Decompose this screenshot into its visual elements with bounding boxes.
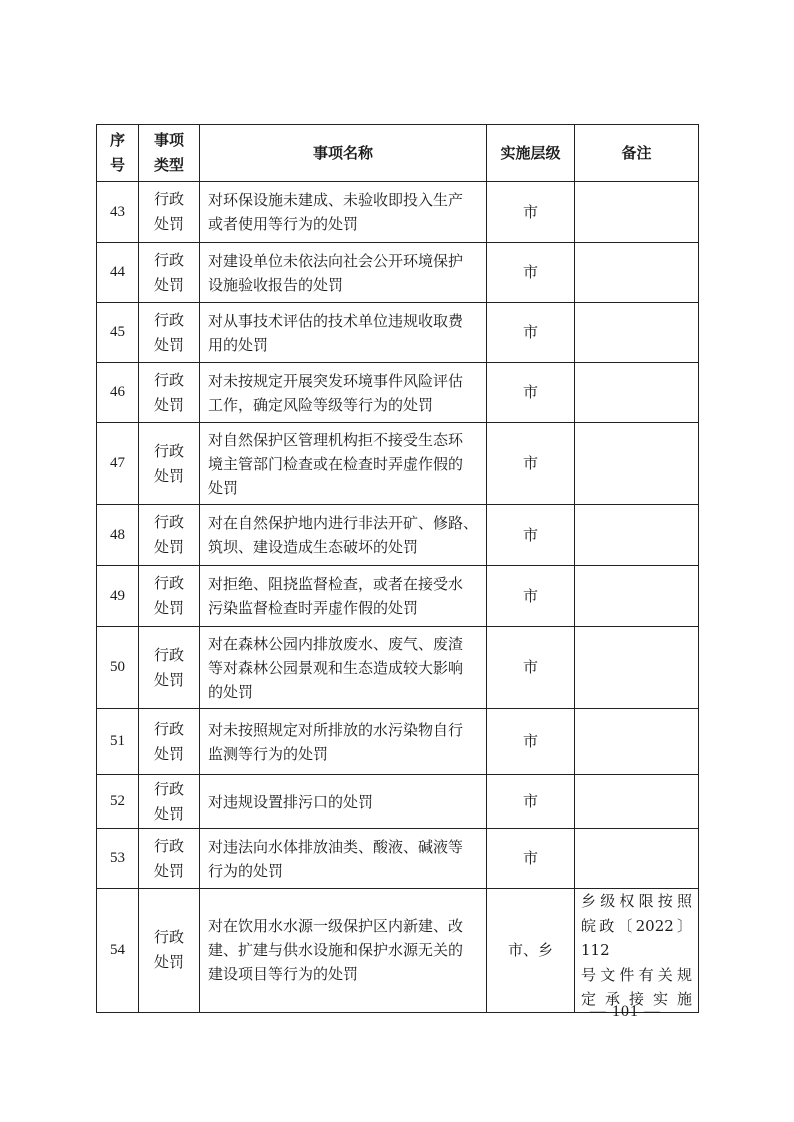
header-name: 事项名称	[200, 125, 487, 182]
row-name-line: 对自然保护区管理机构拒不接受生态环	[208, 430, 464, 449]
row-level: 市	[487, 566, 575, 627]
row-type	[139, 889, 200, 1013]
row-name-line: 等对森林公园景观和生态造成较大影响	[208, 658, 464, 677]
row-type	[139, 363, 200, 423]
row-level: 市	[487, 627, 575, 709]
table-row	[97, 627, 699, 709]
row-index: 46	[97, 363, 139, 423]
row-name-line: 对未按照规定对所排放的水污染物自行	[208, 720, 464, 739]
row-name-line: 对建设单位未依法向社会公开环境保护	[208, 251, 464, 270]
row-level: 市、乡	[487, 889, 575, 1013]
row-type-line: 行政	[153, 441, 184, 460]
row-type-line: 行政	[153, 719, 184, 738]
header-row	[97, 125, 699, 182]
row-type	[139, 182, 200, 243]
row-index: 54	[97, 889, 139, 1013]
row-index: 44	[97, 243, 139, 303]
row-type-line: 行政	[153, 574, 184, 592]
row-name-line: 对违规设置排污口的处罚	[208, 792, 374, 811]
row-note	[575, 829, 699, 889]
table-body	[97, 182, 699, 1013]
table-row	[97, 829, 699, 889]
row-name	[200, 423, 487, 505]
row-note	[575, 363, 699, 423]
matters-table	[96, 124, 699, 1013]
row-level: 市	[487, 423, 575, 505]
table-row	[97, 566, 699, 627]
row-name-line: 筑坝、建设造成生态破坏的处罚	[208, 538, 419, 556]
row-type	[139, 505, 200, 566]
row-level: 市	[487, 775, 575, 829]
table-row	[97, 363, 699, 423]
row-name-line: 处罚	[208, 478, 239, 497]
row-type	[139, 829, 200, 889]
row-type-line: 处罚	[153, 861, 184, 880]
row-level: 市	[487, 505, 575, 566]
page-number: — 101 —	[590, 1003, 661, 1020]
row-type	[139, 709, 200, 775]
row-note	[575, 775, 699, 829]
row-type-line: 处罚	[153, 744, 184, 763]
row-type-line: 处罚	[153, 804, 184, 823]
row-name-line: 的处罚	[208, 682, 254, 701]
row-name	[200, 627, 487, 709]
row-type-line: 行政	[153, 645, 184, 664]
row-index: 43	[97, 182, 139, 243]
row-name-line: 对违法向水体排放油类、酸液、碱液等	[208, 837, 464, 856]
row-name-line: 工作，确定风险等级等行为的处罚	[208, 395, 434, 414]
row-type-line: 处罚	[153, 953, 184, 972]
row-name	[200, 363, 487, 423]
row-name-line: 境主管部门检查或在检查时弄虚作假的	[208, 454, 464, 473]
row-type-line: 行政	[153, 250, 184, 269]
row-name	[200, 505, 487, 566]
row-type-line: 行政	[153, 310, 184, 329]
row-note	[575, 627, 699, 709]
row-type	[139, 627, 200, 709]
row-name	[200, 775, 487, 829]
row-note	[575, 182, 699, 243]
row-note-line: 皖政〔2022〕112	[581, 916, 692, 959]
row-name-line: 监测等行为的处罚	[208, 744, 329, 763]
row-level: 市	[487, 709, 575, 775]
row-name-line: 对在饮用水水源一级保护区内新建、改	[208, 917, 464, 936]
row-name	[200, 709, 487, 775]
row-index: 53	[97, 829, 139, 889]
table-row	[97, 303, 699, 363]
row-note	[575, 505, 699, 566]
row-type-line: 行政	[153, 190, 184, 208]
row-level: 市	[487, 182, 575, 243]
row-type	[139, 423, 200, 505]
row-type-line: 处罚	[153, 466, 184, 485]
row-type-line: 行政	[153, 370, 184, 389]
row-level: 市	[487, 829, 575, 889]
row-type-line: 处罚	[153, 215, 184, 233]
row-index: 49	[97, 566, 139, 627]
table-row	[97, 243, 699, 303]
row-note	[575, 566, 699, 627]
row-note-line: 号文件有关规	[581, 965, 692, 984]
row-name-line: 行为的处罚	[208, 861, 284, 880]
row-type	[139, 243, 200, 303]
row-type-line: 处罚	[153, 335, 184, 354]
row-name-line: 对从事技术评估的技术单位违规收取费	[208, 311, 464, 330]
row-name-line: 对拒绝、阻挠监督检查，或者在接受水	[208, 575, 464, 593]
row-note	[575, 423, 699, 505]
table-row	[97, 709, 699, 775]
header-note: 备注	[575, 125, 699, 182]
row-note	[575, 243, 699, 303]
row-note-line: 乡级权限按照	[581, 892, 692, 910]
row-index: 51	[97, 709, 139, 775]
row-name	[200, 243, 487, 303]
row-index: 47	[97, 423, 139, 505]
row-type-line: 处罚	[153, 395, 184, 414]
row-name-line: 对环保设施未建成、未验收即投入生产	[208, 191, 464, 209]
row-name	[200, 566, 487, 627]
row-note	[575, 889, 699, 1013]
table-row	[97, 775, 699, 829]
row-name-line: 建设项目等行为的处罚	[208, 965, 359, 984]
row-level: 市	[487, 303, 575, 363]
row-note	[575, 303, 699, 363]
row-note	[575, 709, 699, 775]
row-name-line: 对在自然保护地内进行非法开矿、修路、	[208, 514, 479, 532]
row-name-line: 或者使用等行为的处罚	[208, 215, 359, 233]
row-type-line: 处罚	[153, 538, 184, 556]
row-name	[200, 182, 487, 243]
row-type-line: 行政	[153, 928, 184, 947]
row-type-line: 行政	[153, 513, 184, 531]
row-index: 48	[97, 505, 139, 566]
row-level: 市	[487, 363, 575, 423]
row-type	[139, 566, 200, 627]
row-index: 52	[97, 775, 139, 829]
row-name-line: 对在森林公园内排放废水、废气、废渣	[208, 634, 464, 653]
row-name	[200, 303, 487, 363]
row-type-line: 行政	[153, 836, 184, 855]
row-level: 市	[487, 243, 575, 303]
row-note-line: 定承接实施	[581, 990, 692, 1008]
row-type	[139, 303, 200, 363]
header-index: 序 号	[97, 125, 139, 182]
row-name	[200, 889, 487, 1013]
row-name-line: 用的处罚	[208, 335, 269, 354]
row-name-line: 建、扩建与供水设施和保护水源无关的	[208, 941, 464, 960]
row-type-line: 行政	[153, 779, 184, 798]
table-row	[97, 182, 699, 243]
row-type-line: 处罚	[153, 599, 184, 617]
table-row	[97, 505, 699, 566]
row-index: 45	[97, 303, 139, 363]
row-name-line: 设施验收报告的处罚	[208, 275, 344, 294]
row-type-line: 处罚	[153, 275, 184, 294]
row-type	[139, 775, 200, 829]
row-name-line: 对未按规定开展突发环境事件风险评估	[208, 371, 464, 390]
row-name-line: 污染监督检查时弄虚作假的处罚	[208, 599, 419, 617]
header-type: 事项 类型	[139, 125, 200, 182]
row-name	[200, 829, 487, 889]
table-row	[97, 889, 699, 1013]
row-index: 50	[97, 627, 139, 709]
table-row	[97, 423, 699, 505]
row-type-line: 处罚	[153, 670, 184, 689]
header-level: 实施层级	[487, 125, 575, 182]
